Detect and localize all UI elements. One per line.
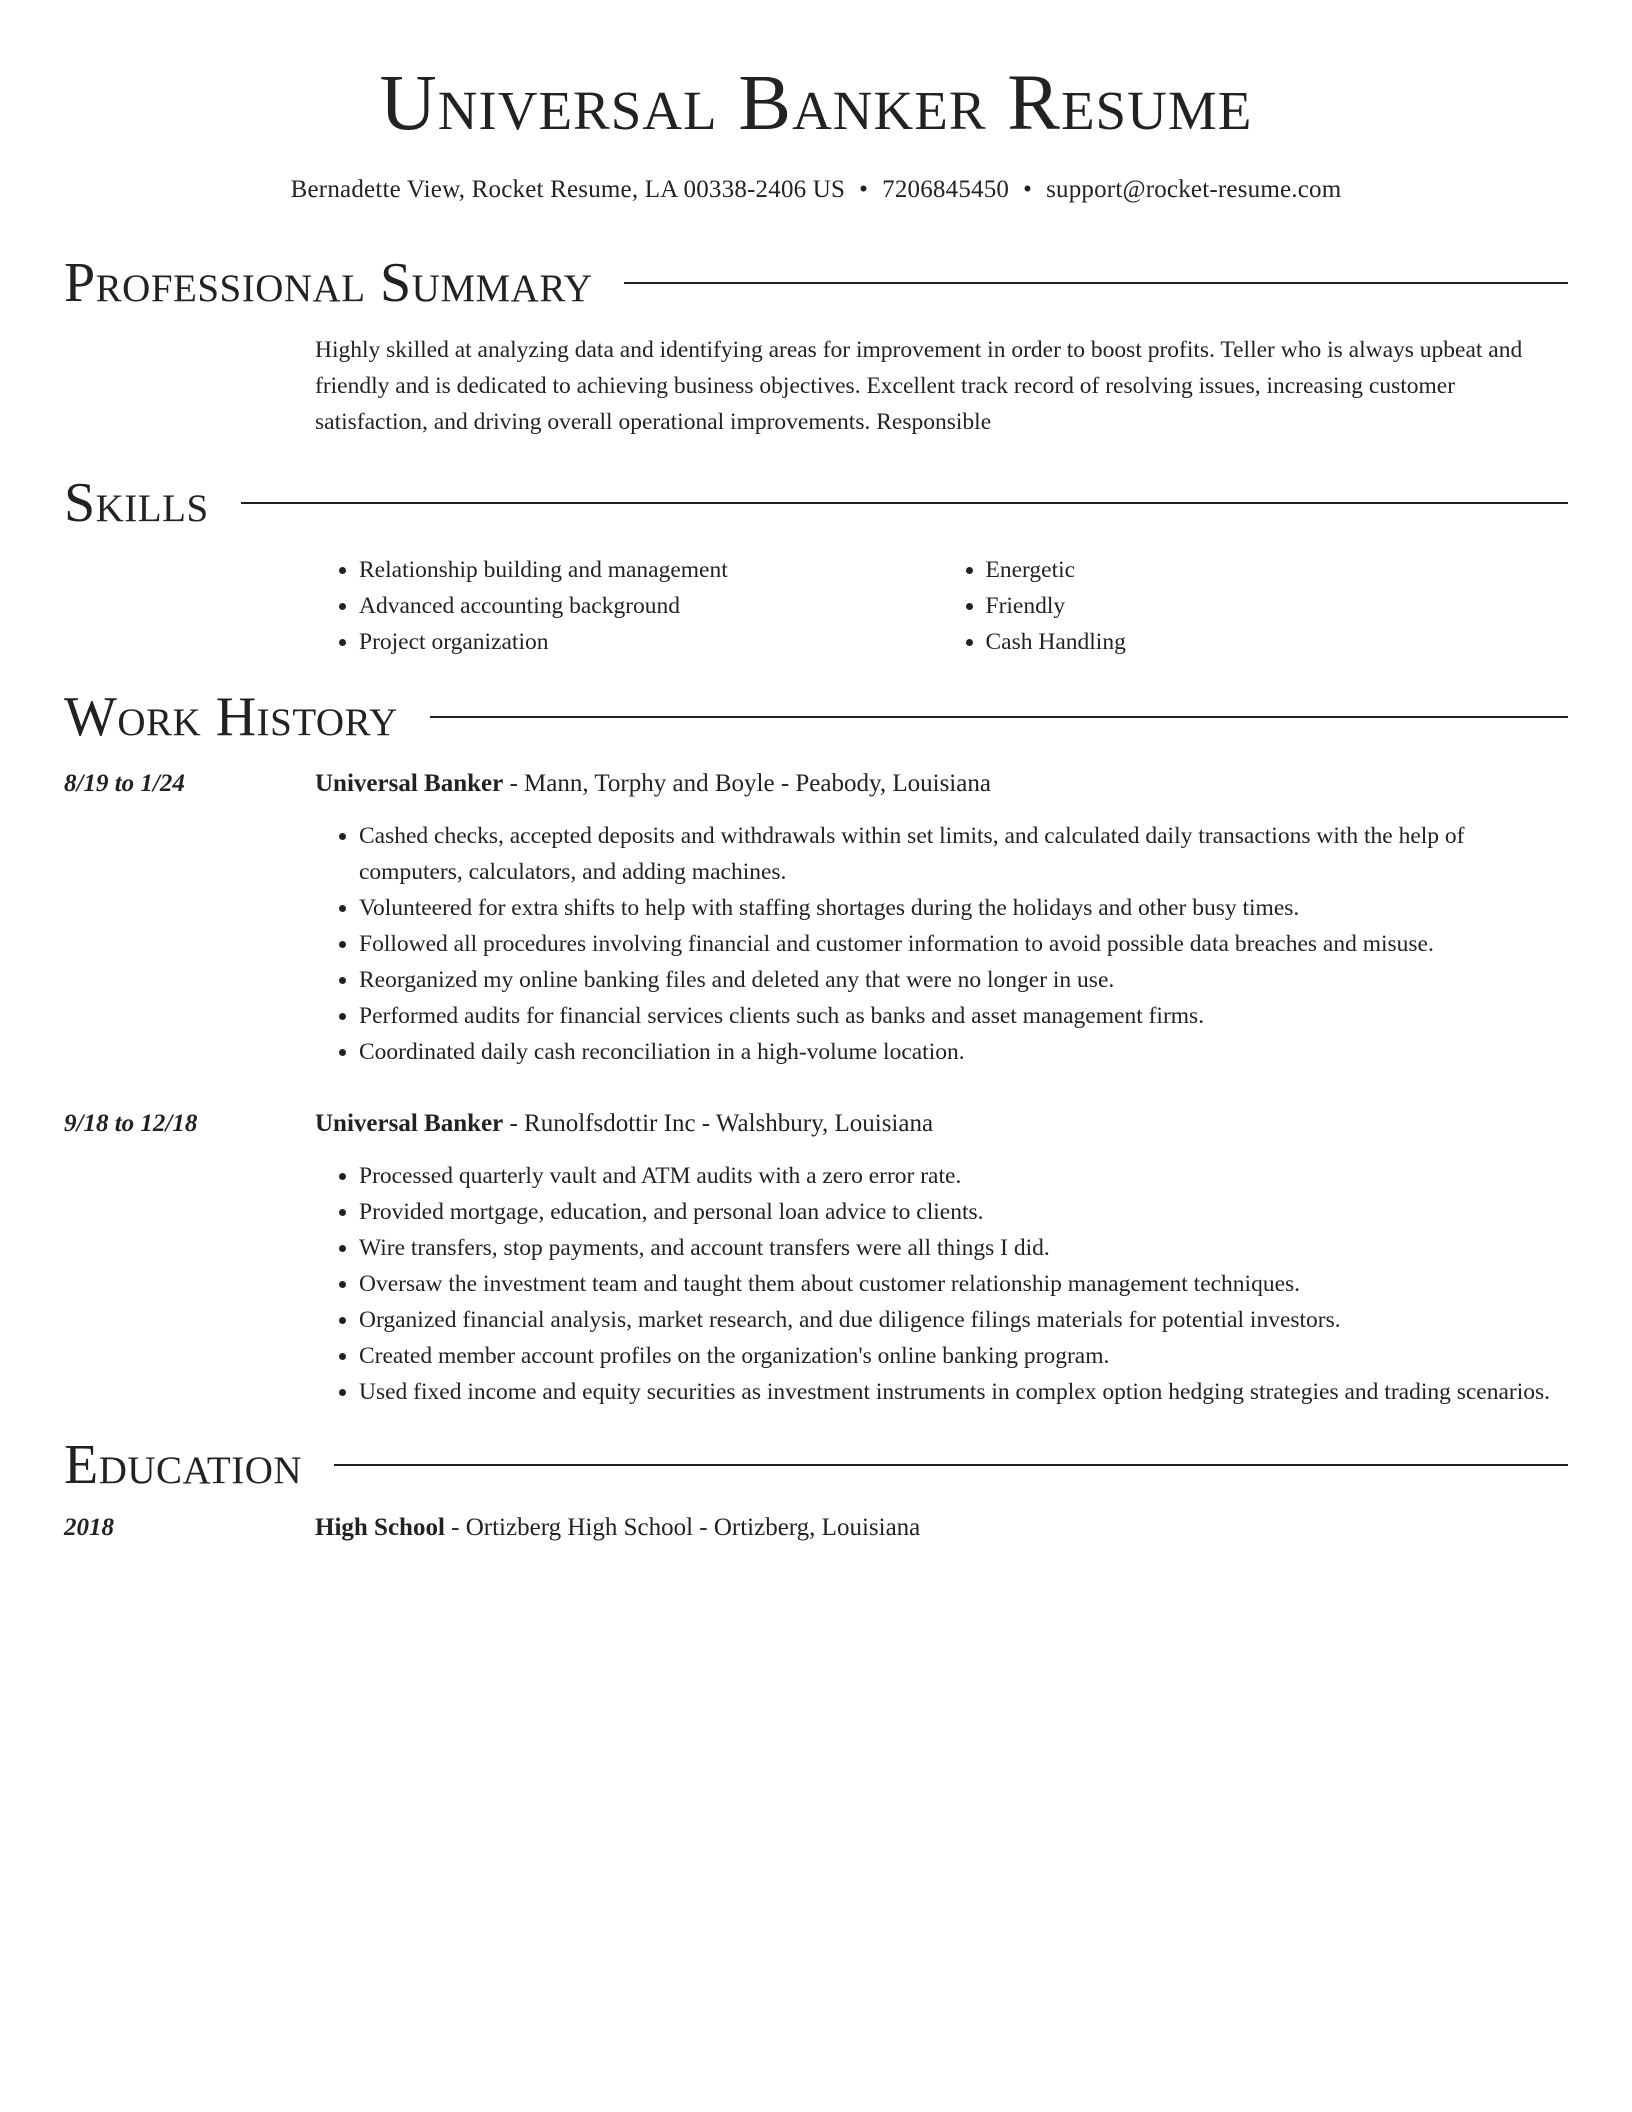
- contact-address: Bernadette View, Rocket Resume, LA 00338-2406 US: [290, 176, 846, 203]
- section-divider: [241, 502, 1568, 504]
- education-heading: Education: [64, 1434, 303, 1496]
- section-divider: [624, 282, 1568, 284]
- skills-section-header: [64, 470, 1568, 536]
- job-heading: [315, 1104, 1568, 1144]
- job-bullet: • Coordinated daily cash reconciliation in a high-volume location.: [359, 1034, 1568, 1070]
- job-bullet: • Created member account profiles on the organization's online banking program.: [359, 1338, 1568, 1374]
- job-bullet: • Oversaw the investment team and taught them about customer relationship management techniques.: [359, 1266, 1568, 1302]
- job-title: Universal Banker: [315, 770, 504, 797]
- job-bullets: [315, 1158, 1568, 1410]
- job-bullet: • Organized financial analysis, market research, and due diligence filings materials for potential investors.: [359, 1302, 1568, 1338]
- job-dates: 8/19 to 1/24: [64, 770, 185, 797]
- education-degree: High School: [315, 1514, 445, 1541]
- job-bullet: • Reorganized my online banking files and deleted any that were no longer in use.: [359, 962, 1568, 998]
- skills-column-left: [315, 552, 942, 660]
- job-bullet: • Followed all procedures involving financial and customer information to avoid possible data breaches and misuse.: [359, 926, 1568, 962]
- skill-item: • Project organization: [359, 624, 942, 660]
- resume-title: Universal Banker Resume: [379, 60, 1253, 147]
- skills-heading: Skills: [64, 472, 209, 534]
- job-bullet: • Cashed checks, accepted deposits and withdrawals within set limits, and calculated daily transactions with the help of computers, calculators, and adding machines.: [359, 818, 1568, 890]
- summary-text: Highly skilled at analyzing data and identifying areas for improvement in order to boost profits. Teller who is always upbeat and friendly and is dedicated to achieving business objectives. Excellent track record of resolving issues, increasing customer satisfaction, and driving overall operational improvements. Responsible: [315, 337, 1523, 435]
- job-bullet: • Performed audits for financial services clients such as banks and asset management firms.: [359, 998, 1568, 1034]
- contact-line: [64, 174, 1568, 206]
- work-heading: Work History: [64, 686, 398, 748]
- resume-page: [64, 0, 1568, 1548]
- contact-phone: 7206845450: [882, 176, 1010, 203]
- job-entry: [64, 764, 1568, 1070]
- section-divider: [334, 1464, 1568, 1466]
- education-entry: [64, 1508, 1568, 1548]
- skill-item: • Friendly: [986, 588, 1569, 624]
- education-school: - Ortizberg High School - Ortizberg, Louisiana: [444, 1514, 921, 1541]
- skills-column-right: [942, 552, 1569, 660]
- job-bullet: • Volunteered for extra shifts to help with staffing shortages during the holidays and other busy times.: [359, 890, 1568, 926]
- job-bullets: [315, 818, 1568, 1070]
- contact-separator: •: [1023, 176, 1033, 203]
- education-section-header: [64, 1432, 1568, 1498]
- contact-separator: •: [859, 176, 869, 203]
- job-heading: [315, 764, 1568, 804]
- skill-item: • Energetic: [986, 552, 1569, 588]
- job-title: Universal Banker: [315, 1110, 504, 1137]
- job-body: [315, 764, 1568, 1070]
- skills-list: [315, 552, 1568, 660]
- work-section-header: [64, 684, 1568, 750]
- contact-email: support@rocket-resume.com: [1046, 176, 1342, 203]
- education-year: 2018: [64, 1514, 114, 1541]
- summary-heading: Professional Summary: [64, 252, 593, 314]
- summary-section-header: [64, 250, 1568, 316]
- skill-item: • Advanced accounting background: [359, 588, 942, 624]
- job-bullet: • Provided mortgage, education, and personal loan advice to clients.: [359, 1194, 1568, 1230]
- education-heading-line: [315, 1508, 1568, 1548]
- job-employer: - Runolfsdottir Inc - Walshbury, Louisiana: [503, 1110, 934, 1137]
- skill-item: • Cash Handling: [986, 624, 1569, 660]
- job-bullet: • Used fixed income and equity securities as investment instruments in complex option hedging strategies and trading scenarios.: [359, 1374, 1568, 1410]
- section-divider: [430, 716, 1568, 718]
- skill-item: • Relationship building and management: [359, 552, 942, 588]
- job-body: [315, 1104, 1568, 1410]
- job-bullet: • Processed quarterly vault and ATM audits with a zero error rate.: [359, 1158, 1568, 1194]
- job-bullet: • Wire transfers, stop payments, and account transfers were all things I did.: [359, 1230, 1568, 1266]
- job-entry: [64, 1104, 1568, 1410]
- job-employer: - Mann, Torphy and Boyle - Peabody, Louisiana: [503, 770, 991, 797]
- education-body: [315, 1508, 1568, 1548]
- job-dates: 9/18 to 12/18: [64, 1110, 198, 1137]
